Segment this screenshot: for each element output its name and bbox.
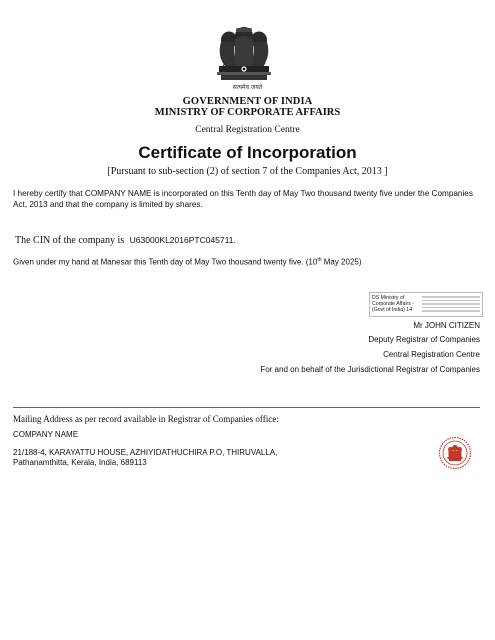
- cin-line: [15, 235, 236, 246]
- address-line-2: Pathanamthitta, Kerala, India, 689113: [13, 458, 147, 467]
- cin-label: The CIN of the company is: [15, 235, 125, 246]
- signatory-designation: Deputy Registrar of Companies: [368, 335, 480, 344]
- given-sup: th: [317, 257, 322, 263]
- digital-signature-details: [420, 293, 482, 316]
- address-line-1: 21/188-4, KARAYATTU HOUSE, AZHIYIDATHUCHIRA P.O, THIRUVALLA,: [13, 448, 278, 457]
- digital-signature-text: DS Ministry of Corporate Affairs - (Govt of India) 14: [372, 295, 414, 313]
- mailing-company-name: COMPANY NAME: [13, 430, 79, 439]
- signatory-name: Mr JOHN CITIZEN: [413, 321, 480, 330]
- certify-paragraph: I hereby certify that COMPANY NAME is incorporated on this Tenth day of May Two thousand twenty five under the Companies Act, 2013 and that the company is limited by shares.: [13, 189, 473, 209]
- given-suffix: May 2025): [321, 257, 362, 267]
- certificate-subtitle: [Pursuant to sub-section (2) of section 7 of the Companies Act, 2013 ]: [107, 166, 388, 177]
- mailing-heading: Mailing Address as per record available in Registrar of Companies office:: [13, 414, 279, 424]
- certificate-title: Certificate of Incorporation: [138, 143, 357, 162]
- mailing-address: [13, 448, 413, 468]
- signatory-behalf: For and on behalf of the Jurisdictional Registrar of Companies: [260, 365, 480, 374]
- signatory-office: Central Registration Centre: [383, 350, 480, 359]
- centre-heading: Central Registration Centre: [195, 125, 300, 135]
- section-divider: [13, 407, 480, 408]
- given-under-hand: [13, 257, 362, 267]
- national-emblem-icon: [207, 22, 281, 92]
- digital-signature-box: [369, 292, 483, 317]
- ministry-heading: MINISTRY OF CORPORATE AFFAIRS: [154, 107, 341, 118]
- government-heading: GOVERNMENT OF INDIA: [182, 96, 313, 107]
- mca-seal-icon: [438, 436, 472, 470]
- given-prefix: Given under my hand at Manesar this Tenth day of May Two thousand twenty five. (10: [13, 257, 318, 267]
- emblem-motto: सत्यमेव जयते: [232, 84, 263, 91]
- cin-number: U63000KL2016PTC045711.: [129, 235, 236, 245]
